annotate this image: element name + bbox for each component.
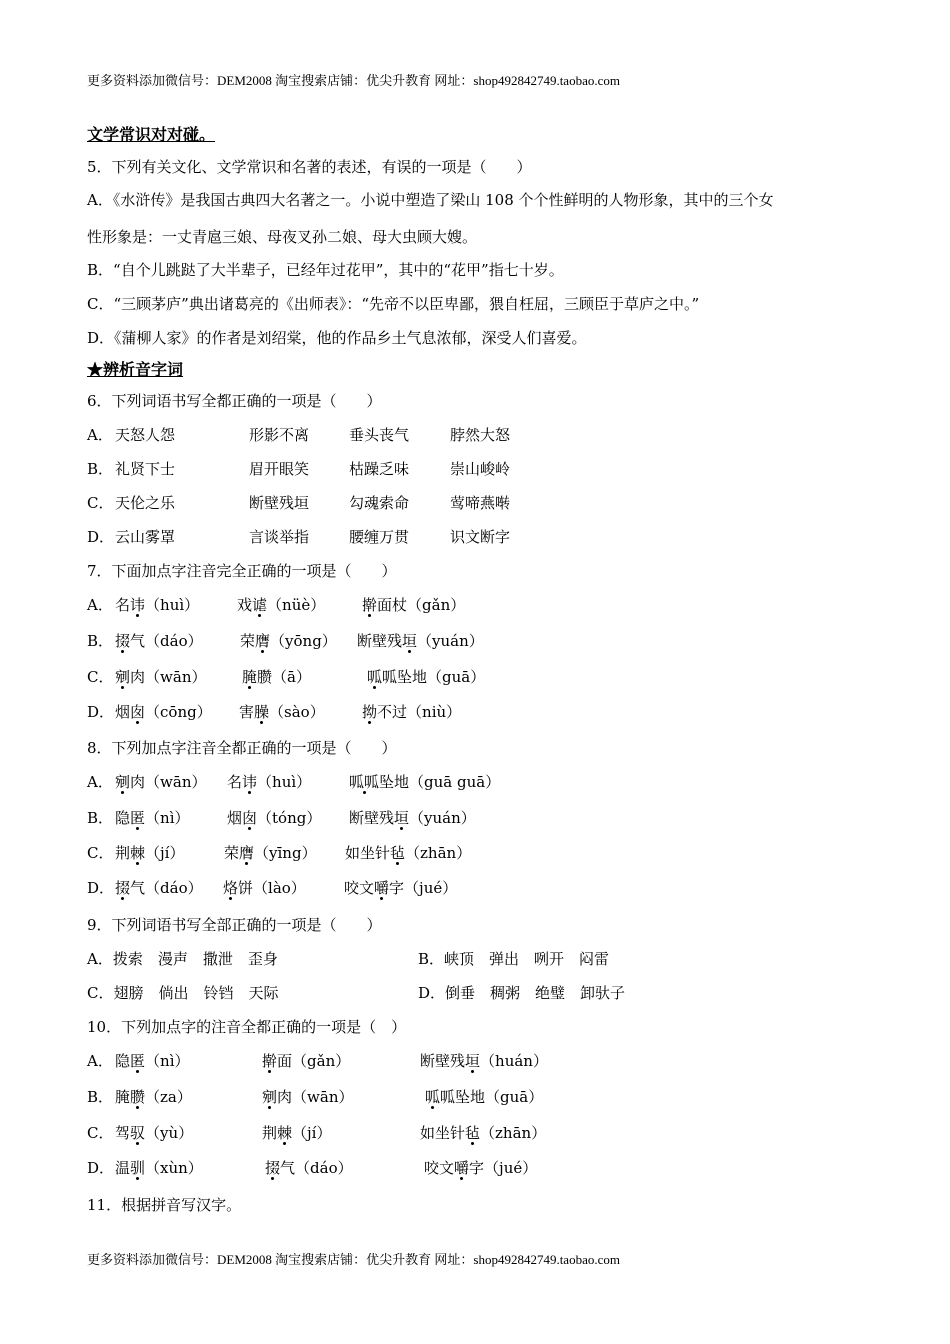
dotted-character: 拗 (362, 703, 378, 721)
q5-option-a-line1: A．《水浒传》是我国古典四大名著之一。小说中塑造了梁山 108 个个性鲜明的人物形象，其中的三个女 (87, 191, 774, 209)
word-suffix: 坠地 (379, 773, 410, 791)
q5-option-a-line2: 性形象是：一丈青扈三娘、母夜叉孙二娘、母大虫顾大嫂。 (87, 228, 478, 246)
q11-stem: 11．根据拼音写汉字。 (87, 1196, 242, 1214)
q9-option-c: C．翅膀 倘出 铃铛 天际 (87, 984, 279, 1002)
dotted-character: 毡 (390, 844, 406, 862)
q9-option-a: A．拨索 漫声 撒泄 歪身 (87, 950, 278, 968)
option-label: C． (87, 668, 114, 686)
q6-stem: 6．下列词语书写全都正确的一项是（ ） (87, 392, 382, 410)
dotted-character: 剜 (262, 1088, 278, 1106)
dotted-character: 囱 (130, 703, 146, 721)
dotted-character: 呱 (367, 668, 383, 686)
pinyin-reading: （huì） (257, 773, 312, 791)
pinyin-item (344, 878, 457, 898)
pinyin-reading: （huán） (480, 1052, 548, 1070)
pinyin-reading: （lào） (253, 879, 306, 897)
pinyin-item (115, 808, 190, 828)
q8-stem: 8．下列加点字注音全都正确的一项是（ ） (87, 739, 397, 757)
pinyin-item (239, 702, 325, 722)
option-word: 天怒人怨 (115, 426, 176, 444)
pinyin-reading: （guā guā） (409, 773, 501, 791)
dotted-character: 匿 (130, 1052, 146, 1070)
word-prefix: 荆 (262, 1124, 278, 1142)
pinyin-item (240, 631, 337, 651)
pinyin-reading: （zhān） (480, 1124, 547, 1142)
pinyin-reading: （wān） (145, 773, 207, 791)
dotted-character: 棘 (277, 1124, 293, 1142)
pinyin-item (349, 808, 476, 828)
dotted-character: 嚼 (374, 879, 390, 897)
pinyin-item (227, 808, 321, 828)
pinyin-reading: （wān） (145, 668, 207, 686)
word-prefix: 断壁残 (420, 1052, 466, 1070)
pinyin-reading: （dáo） (145, 879, 203, 897)
pinyin-reading: （niù） (407, 703, 462, 721)
pinyin-reading: （guā） (427, 668, 486, 686)
section-title-pronunciation: ★辨析音字词 (87, 360, 184, 379)
word-suffix: 字 (469, 1159, 485, 1177)
option-label: C． (87, 1124, 114, 1142)
pinyin-reading: （guā） (485, 1088, 544, 1106)
pinyin-reading: （za） (145, 1088, 192, 1106)
word-prefix: 断壁残 (357, 632, 403, 650)
dotted-character: 呱呱 (349, 773, 380, 791)
pinyin-item (115, 772, 206, 792)
word-suffix: 呱坠地 (440, 1088, 486, 1106)
option-word: 脖然大怒 (450, 426, 511, 444)
pinyin-reading: （sào） (269, 703, 325, 721)
word-suffix: 饼 (238, 879, 254, 897)
option-label: D． (87, 528, 115, 546)
dotted-character: 匿 (130, 809, 146, 827)
dotted-character: 囱 (242, 809, 258, 827)
option-label: C． (87, 494, 114, 512)
pinyin-item (349, 772, 500, 792)
word-prefix: 戏 (237, 596, 253, 614)
pinyin-item (357, 631, 484, 651)
option-label: D． (87, 879, 115, 897)
word-suffix: 肉 (130, 773, 146, 791)
option-word: 莺啼燕啭 (450, 494, 511, 512)
word-prefix: 如坐针 (345, 844, 391, 862)
option-word: 勾魂索命 (349, 494, 410, 512)
q5-option-d: D．《蒲柳人家》的作者是刘绍棠，他的作品乡土气息浓郁，深受人们喜爱。 (87, 329, 587, 347)
pinyin-reading: （dáo） (295, 1159, 353, 1177)
pinyin-reading: （nì） (145, 809, 190, 827)
pinyin-item (262, 1087, 353, 1107)
q5-option-c: C．“三顾茅庐”典出诸葛亮的《出师表》：“先帝不以臣卑鄙，猥自枉屈，三顾臣于草庐之中。” (87, 295, 700, 313)
pinyin-item (115, 1123, 193, 1143)
dotted-character: 驯 (130, 1159, 146, 1177)
word-prefix: 烟 (227, 809, 243, 827)
pinyin-item (262, 1051, 350, 1071)
word-prefix: 隐 (115, 1052, 131, 1070)
pinyin-item (362, 595, 465, 615)
page-header: 更多资料添加微信号：DEM2008 淘宝搜索店铺：优尖升教育 网址：shop492842749.taobao.com (87, 73, 620, 88)
pinyin-reading: （tóng） (257, 809, 322, 827)
dotted-character: 臊 (254, 703, 270, 721)
pinyin-item (362, 702, 461, 722)
word-prefix: 断壁残 (349, 809, 395, 827)
pinyin-item (227, 772, 311, 792)
pinyin-reading: （nì） (145, 1052, 190, 1070)
word-suffix: 面杖 (377, 596, 408, 614)
pinyin-item (115, 878, 203, 898)
word-prefix: 荣 (240, 632, 256, 650)
page-footer: 更多资料添加微信号：DEM2008 淘宝搜索店铺：优尖升教育 网址：shop492842749.taobao.com (87, 1252, 620, 1267)
word-suffix: 面 (277, 1052, 293, 1070)
pinyin-reading: （ā） (272, 668, 311, 686)
pinyin-item (420, 1123, 546, 1143)
word-suffix: 臜 (257, 668, 273, 686)
pinyin-item (425, 1087, 543, 1107)
dotted-character: 呱 (425, 1088, 441, 1106)
option-word: 垂头丧气 (349, 426, 410, 444)
pinyin-item (224, 843, 317, 863)
dotted-character: 剜 (115, 668, 131, 686)
pinyin-item (420, 1051, 548, 1071)
pinyin-item (115, 1051, 190, 1071)
option-label: D． (87, 703, 115, 721)
pinyin-item (115, 667, 206, 687)
option-label: A． (87, 426, 113, 444)
word-prefix: 荆 (115, 844, 131, 862)
pinyin-reading: （jué） (484, 1159, 538, 1177)
dotted-character: 垣 (394, 809, 410, 827)
pinyin-reading: （yīng） (254, 844, 317, 862)
dotted-character: 膺 (239, 844, 255, 862)
pinyin-reading: （dáo） (145, 632, 203, 650)
word-suffix: 字 (389, 879, 405, 897)
pinyin-item (115, 631, 203, 651)
dotted-character: 垣 (465, 1052, 481, 1070)
option-word: 崇山峻岭 (450, 460, 511, 478)
pinyin-item (367, 667, 485, 687)
word-prefix: 名 (227, 773, 243, 791)
q9-stem: 9．下列词语书写全部正确的一项是（ ） (87, 916, 382, 934)
word-suffix: 气 (130, 632, 146, 650)
option-label: B． (87, 460, 114, 478)
word-suffix: 气 (130, 879, 146, 897)
option-word: 眉开眼笑 (249, 460, 310, 478)
option-label: B． (87, 809, 114, 827)
option-word: 腰缠万贯 (349, 528, 410, 546)
q5-option-b: B．“自个儿跳跶了大半辈子，已经年过花甲”，其中的“花甲”指七十岁。 (87, 261, 564, 279)
dotted-character: 掇 (115, 879, 131, 897)
option-word: 言谈举指 (249, 528, 310, 546)
option-word: 识文断字 (450, 528, 511, 546)
pinyin-item (262, 1123, 331, 1143)
pinyin-item (242, 667, 311, 687)
option-label: A． (87, 596, 113, 614)
q10-stem: 10．下列加点字的注音全都正确的一项是（ ） (87, 1018, 407, 1036)
word-prefix: 温 (115, 1159, 131, 1177)
pinyin-item (115, 595, 199, 615)
option-label: D． (87, 1159, 115, 1177)
word-prefix: 荣 (224, 844, 240, 862)
word-suffix: 气 (280, 1159, 296, 1177)
pinyin-item (115, 702, 212, 722)
word-suffix: 不过 (377, 703, 408, 721)
dotted-character: 臜 (130, 1088, 146, 1106)
dotted-character: 棘 (130, 844, 146, 862)
pinyin-reading: （jué） (404, 879, 458, 897)
dotted-character: 讳 (242, 773, 258, 791)
section-title-literature: 文学常识对对碰。 (87, 125, 216, 144)
dotted-character: 嚼 (454, 1159, 470, 1177)
option-label: B． (87, 1088, 114, 1106)
pinyin-reading: （jí） (145, 844, 185, 862)
word-prefix: 咬文 (344, 879, 375, 897)
pinyin-item (345, 843, 471, 863)
q7-stem: 7．下面加点字注音完全正确的一项是（ ） (87, 562, 397, 580)
pinyin-reading: （xùn） (145, 1159, 203, 1177)
dotted-character: 垣 (402, 632, 418, 650)
word-suffix: 肉 (130, 668, 146, 686)
word-prefix: 驾 (115, 1124, 131, 1142)
pinyin-item (424, 1158, 537, 1178)
word-prefix: 隐 (115, 809, 131, 827)
pinyin-item (265, 1158, 353, 1178)
option-word: 枯躁乏味 (349, 460, 410, 478)
option-label: B． (87, 632, 114, 650)
dotted-character: 擀 (262, 1052, 278, 1070)
pinyin-reading: （yuán） (409, 809, 476, 827)
dotted-character: 烙 (223, 879, 239, 897)
dotted-character: 驭 (130, 1124, 146, 1142)
option-word: 云山雾罩 (115, 528, 176, 546)
option-word: 天伦之乐 (115, 494, 176, 512)
option-word: 断壁残垣 (249, 494, 310, 512)
option-word: 形影不离 (249, 426, 310, 444)
pinyin-reading: （gǎn） (292, 1052, 351, 1070)
dotted-character: 掇 (265, 1159, 281, 1177)
dotted-character: 毡 (465, 1124, 481, 1142)
pinyin-reading: （huì） (145, 596, 200, 614)
pinyin-reading: （yuán） (417, 632, 484, 650)
pinyin-item (115, 1158, 203, 1178)
pinyin-reading: （gǎn） (407, 596, 466, 614)
option-label: A． (87, 1052, 113, 1070)
pinyin-reading: （zhān） (405, 844, 472, 862)
word-prefix: 咬文 (424, 1159, 455, 1177)
word-prefix: 腌 (115, 1088, 131, 1106)
q9-option-b: B．峡顶 弹出 咧开 闷雷 (418, 950, 610, 968)
word-prefix: 如坐针 (420, 1124, 466, 1142)
dotted-character: 讳 (130, 596, 146, 614)
pinyin-item (237, 595, 325, 615)
pinyin-reading: （cōng） (145, 703, 212, 721)
option-word: 礼贤下士 (115, 460, 176, 478)
pinyin-item (223, 878, 306, 898)
dotted-character: 擀 (362, 596, 378, 614)
dotted-character: 掇 (115, 632, 131, 650)
word-suffix: 肉 (277, 1088, 293, 1106)
dotted-character: 谑 (252, 596, 268, 614)
pinyin-reading: （yù） (145, 1124, 194, 1142)
dotted-character: 腌 (242, 668, 258, 686)
pinyin-reading: （wān） (292, 1088, 354, 1106)
pinyin-item (115, 1087, 192, 1107)
pinyin-reading: （nüè） (267, 596, 326, 614)
pinyin-reading: （jí） (292, 1124, 332, 1142)
pinyin-reading: （yōng） (270, 632, 337, 650)
word-prefix: 烟 (115, 703, 131, 721)
word-prefix: 害 (239, 703, 255, 721)
dotted-character: 膺 (255, 632, 271, 650)
word-suffix: 呱坠地 (382, 668, 428, 686)
word-prefix: 名 (115, 596, 131, 614)
dotted-character: 剜 (115, 773, 131, 791)
q9-option-d: D．倒垂 稠粥 绝璧 卸驮子 (418, 984, 626, 1002)
option-label: C． (87, 844, 114, 862)
pinyin-item (115, 843, 184, 863)
q5-stem: 5．下列有关文化、文学常识和名著的表述，有误的一项是（ ） (87, 158, 532, 176)
option-label: A． (87, 773, 113, 791)
